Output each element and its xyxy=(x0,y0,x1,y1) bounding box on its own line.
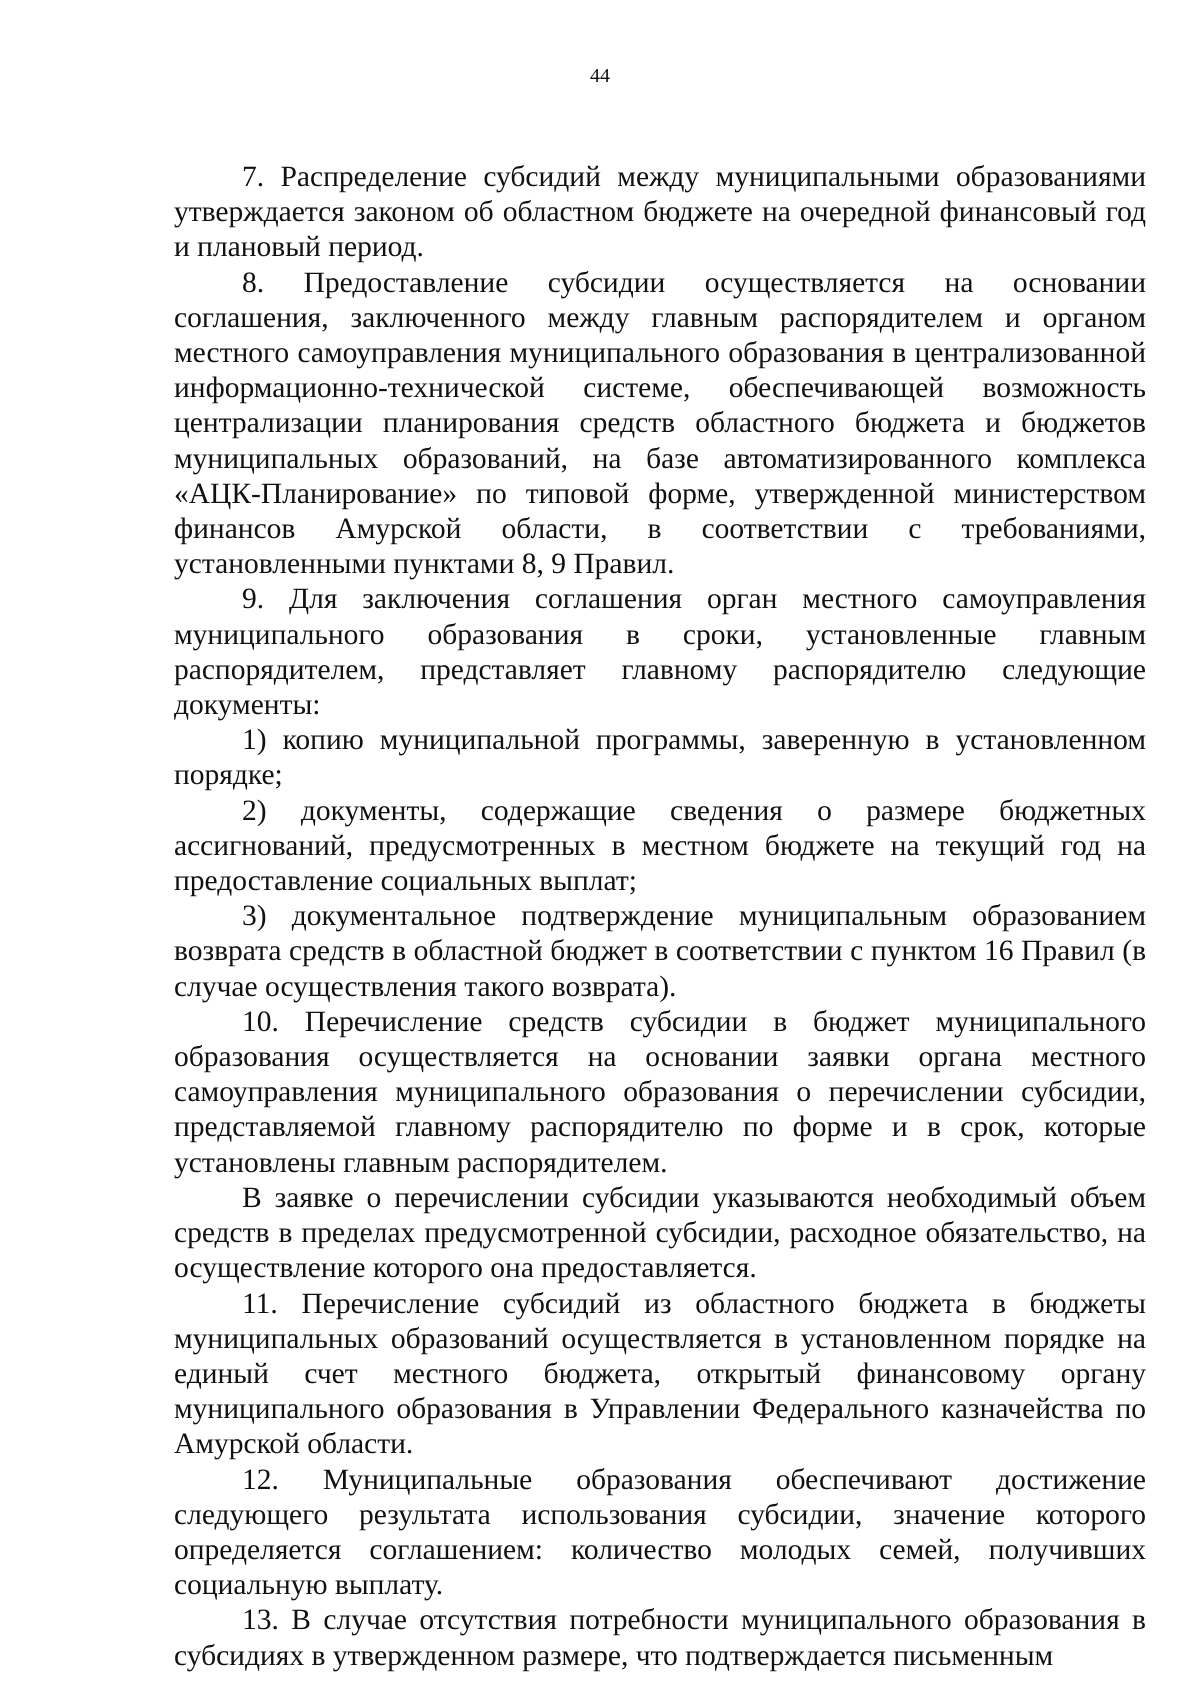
document-body xyxy=(174,160,1146,1674)
paragraph-12: 12. Муниципальные образования обеспечивают достижение следующего результата использования субсидии, значение которого определяется соглашением: количество молодых семей, получивших социальную выплату. xyxy=(174,1463,1146,1602)
paragraph-13: 13. В случае отсутствия потребности муниципального образования в субсидиях в утвержденном размере, что подтверждается письменным xyxy=(174,1604,1146,1672)
paragraph-9: 9. Для заключения соглашения орган местного самоуправления муниципального образования в сроки, установленные главным распорядителем, представляет главному распорядителю следующие документы: xyxy=(174,583,1146,722)
paragraph-7: 7. Распределение субсидий между муниципальными образованиями утверждается законом об областном бюджете на очередной финансовый год и плановый период. xyxy=(174,161,1146,264)
page-number: 44 xyxy=(590,65,610,87)
paragraph-9-item-2: 2) документы, содержащие сведения о размере бюджетных ассигнований, предусмотренных в местном бюджете на текущий год на предоставление социальных выплат; xyxy=(174,794,1146,898)
paragraph-9-item-1: 1) копию муниципальной программы, заверенную в установленном порядке; xyxy=(174,724,1146,792)
paragraph-11: 11. Перечисление субсидий из областного бюджета в бюджеты муниципальных образований осуществляется в установленном порядке на единый счет местного бюджета, открытый финансовому органу муниципального образования в Управлении Федерального казначейства по Амурской области. xyxy=(174,1287,1146,1461)
paragraph-8: 8. Предоставление субсидии осуществляется на основании соглашения, заключенного между главным распорядителем и органом местного самоуправления муниципального образования в централизованной информационно-технической системе, обеспечивающей возможность централизации планирования средств областного бюджета и бюджетов муниципальных образований, на базе автоматизированного комплекса «АЦК-Планирование» по типовой форме, утвержденной министерством финансов Амурской области, в соответствии с требованиями, установленными пунктами 8, 9 Правил. xyxy=(174,266,1146,581)
paragraph-9-item-3: 3) документальное подтверждение муниципальным образованием возврата средств в областной бюджет в соответствии с пунктом 16 Правил (в случае осуществления такого возврата). xyxy=(174,900,1146,1003)
paragraph-10-continued: В заявке о перечислении субсидии указываются необходимый объем средств в пределах предусмотренной субсидии, расходное обязательство, на осуществление которого она предоставляется. xyxy=(174,1181,1146,1285)
paragraph-10: 10. Перечисление средств субсидии в бюджет муниципального образования осуществляется на основании заявки органа местного самоуправления муниципального образования о перечислении субсидии, представляемой главному распорядителю по форме и в срок, которые установлены главным распорядителем. xyxy=(174,1005,1146,1179)
